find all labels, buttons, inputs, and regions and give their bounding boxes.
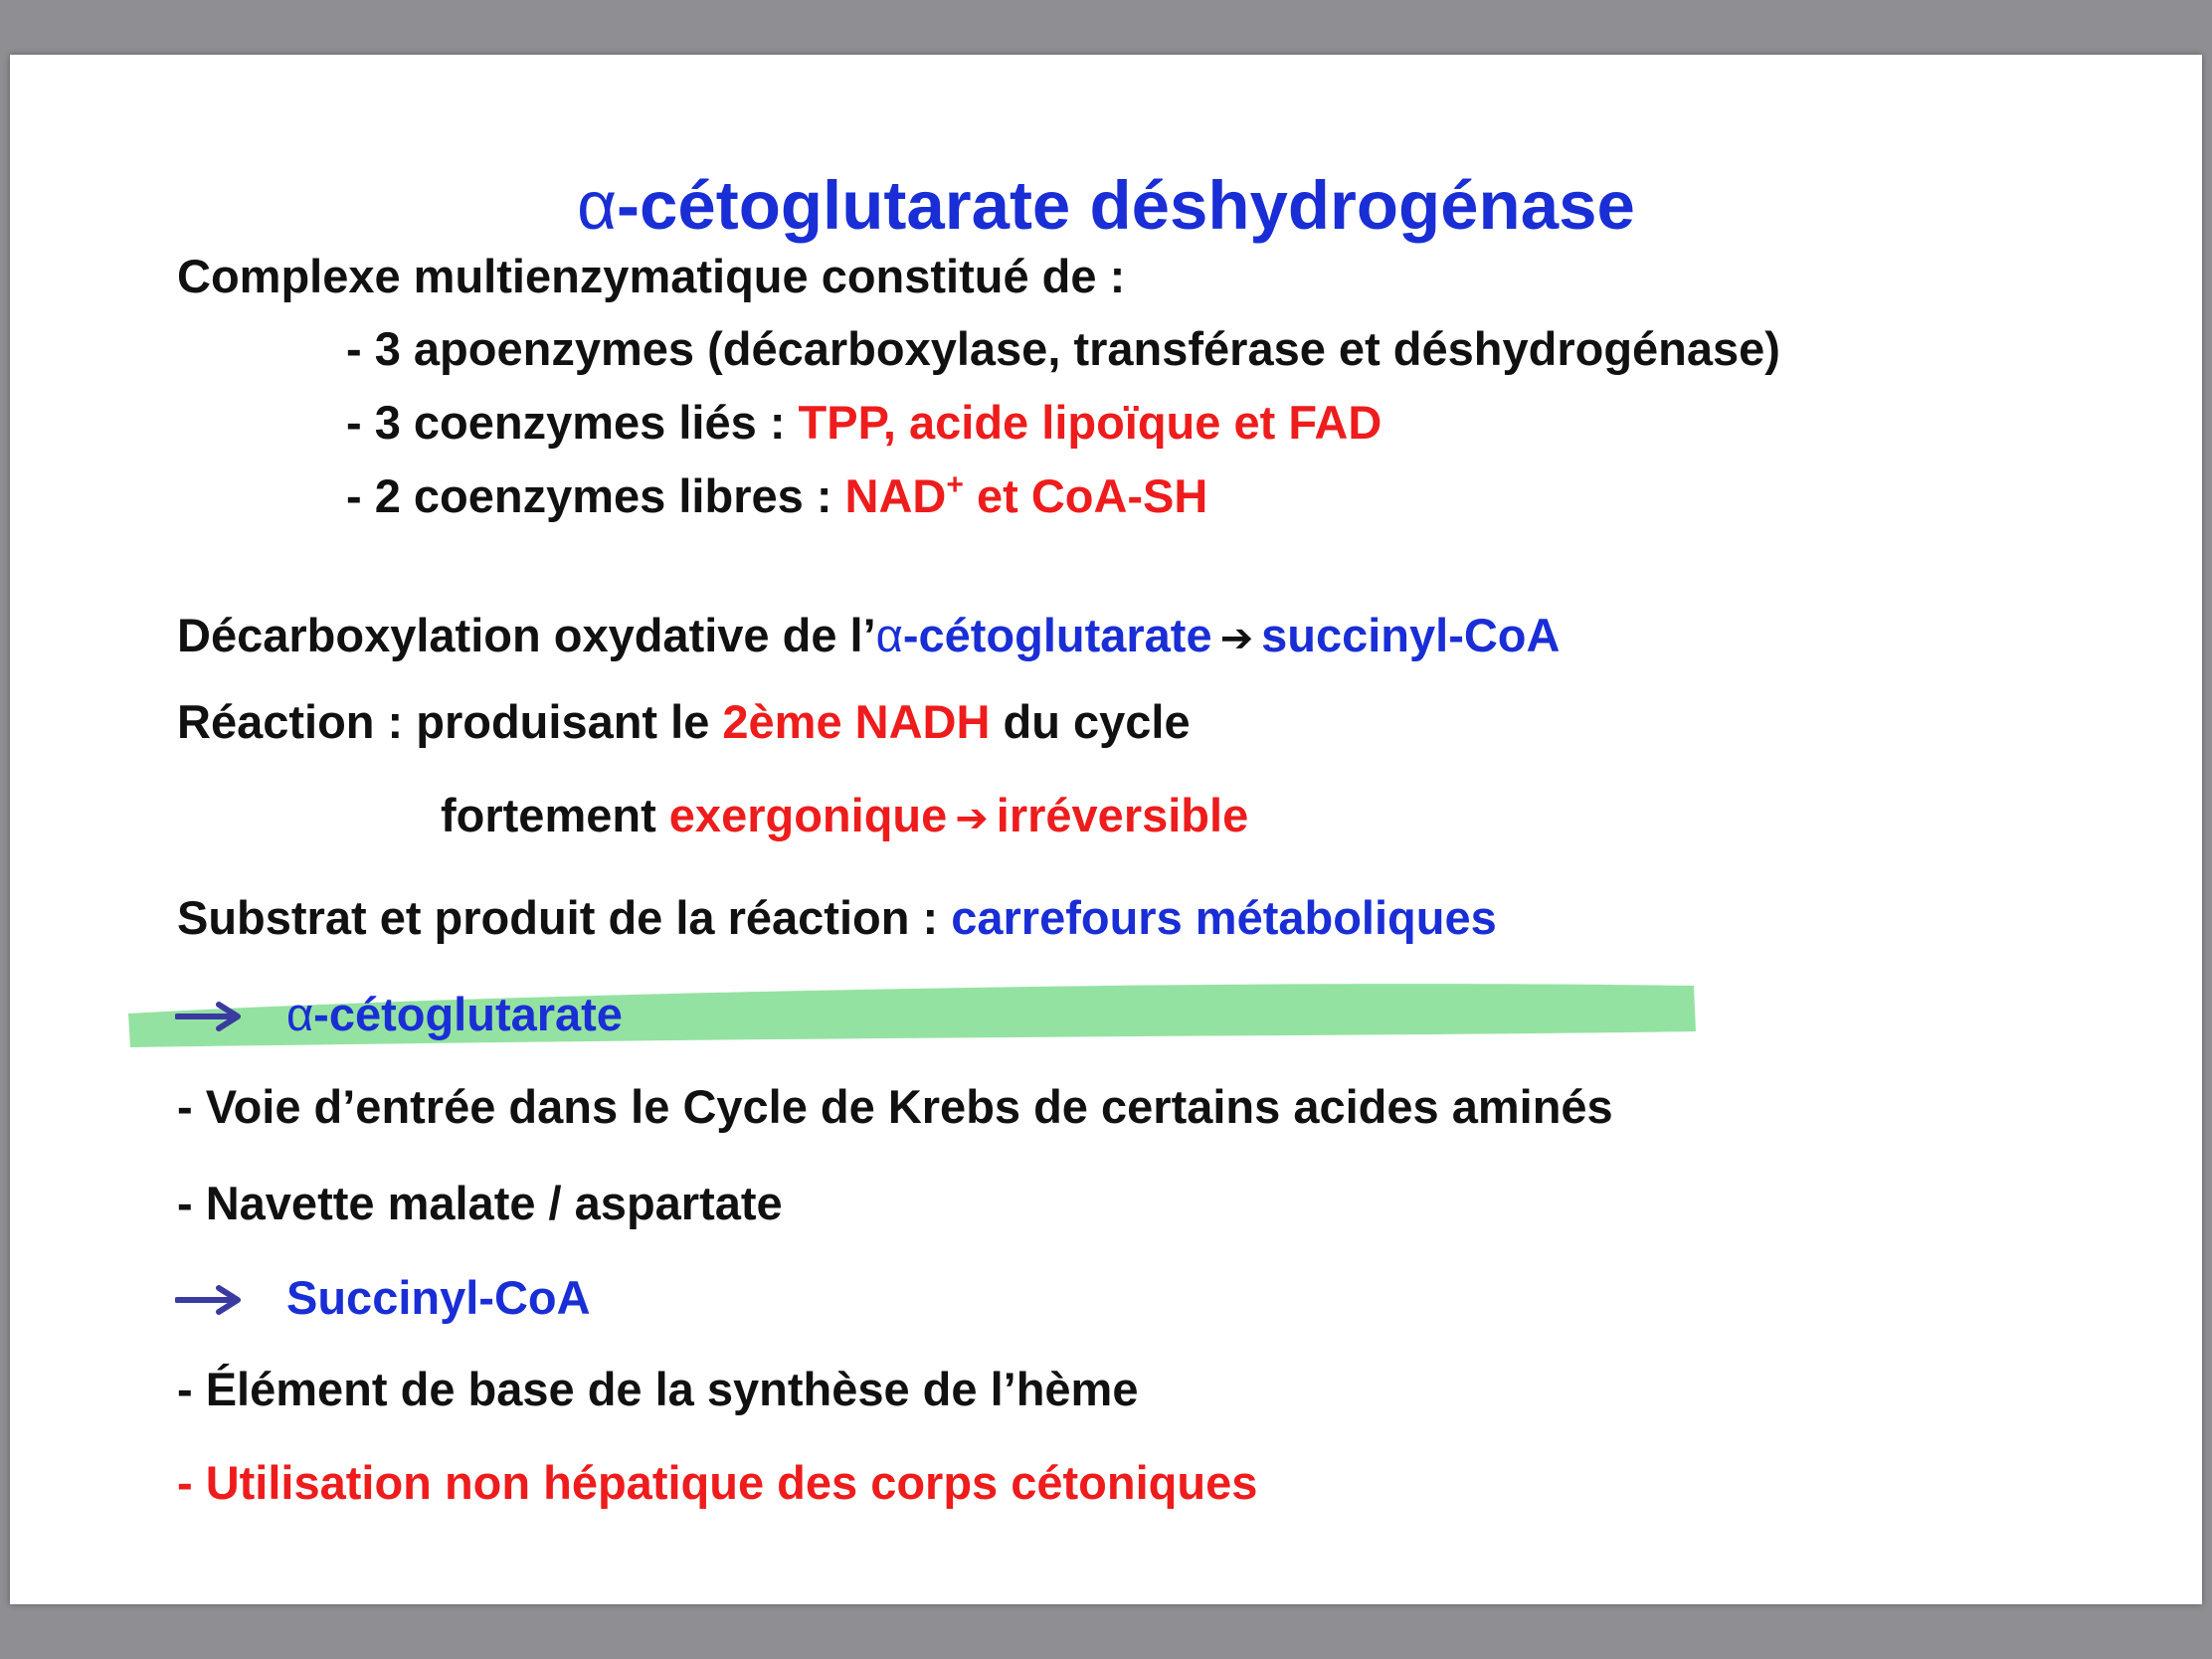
- substrat-line: [177, 890, 1497, 945]
- reaction-suffix: du cycle: [990, 695, 1191, 748]
- title-alpha: α: [577, 167, 618, 244]
- arrow-right-icon: [175, 1285, 243, 1315]
- reaction-fortement: fortement: [441, 789, 669, 841]
- list-item: - Navette malate / aspartate: [177, 1177, 783, 1229]
- page-title: [10, 166, 2202, 245]
- decarboxylation-alpha: α: [875, 609, 903, 661]
- decarboxylation-line: [177, 608, 1560, 662]
- reaction-irreversible: irréversible: [996, 789, 1249, 841]
- coenzymes-libres-prefix: - 2 coenzymes libres :: [346, 469, 845, 522]
- decarboxylation-product: succinyl-CoA: [1261, 609, 1561, 661]
- arrow-right-icon: [175, 1002, 243, 1031]
- substrat-prefix: Substrat et produit de la réaction :: [177, 891, 952, 944]
- reaction-nadh: 2ème NADH: [722, 695, 991, 748]
- list-item: - Utilisation non hépatique des corps cétoniques: [177, 1456, 1258, 1509]
- coenzymes-libres-sup: +: [946, 468, 964, 501]
- succinyl-coa-heading: Succinyl-CoA: [286, 1271, 591, 1324]
- alpha-heading-label: -cétoglutarate: [313, 988, 623, 1040]
- coenzymes-libres-rest: et CoA-SH: [963, 469, 1208, 522]
- coenzymes-libres-item: [346, 468, 1207, 523]
- apoenzymes-item: - 3 apoenzymes (décarboxylase, transférase et déshydrogénase): [346, 322, 1780, 375]
- coenzymes-lies-prefix: - 3 coenzymes liés :: [346, 396, 799, 449]
- right-arrow-icon: ➔: [1219, 616, 1254, 661]
- right-arrow-icon: ➔: [955, 796, 989, 841]
- reaction-prefix: Réaction : produisant le: [177, 695, 723, 748]
- decarboxylation-substrate: -cétoglutarate: [902, 609, 1212, 661]
- substrat-value: carrefours métaboliques: [951, 891, 1497, 944]
- reaction-line: [177, 694, 1191, 749]
- coenzymes-libres-nad: NAD: [844, 469, 947, 522]
- decarboxylation-prefix: Décarboxylation oxydative de l’: [177, 609, 876, 661]
- list-item: - Voie d’entrée dans le Cycle de Krebs de certains acides aminés: [177, 1080, 1613, 1133]
- coenzymes-lies-value: TPP, acide lipoïque et FAD: [798, 396, 1382, 449]
- coenzymes-lies-item: [346, 395, 1382, 450]
- slide: [10, 55, 2202, 1604]
- reaction-exergonique: exergonique: [668, 789, 948, 841]
- complex-heading: Complexe multienzymatique constitué de :: [177, 250, 1126, 302]
- list-item: - Élément de base de la synthèse de l’hème: [177, 1363, 1139, 1415]
- title-text: -cétoglutarate déshydrogénase: [617, 167, 1635, 244]
- reaction-line-2: [441, 788, 1248, 842]
- alpha-heading-symbol: α: [286, 988, 314, 1040]
- alpha-cetoglutarate-heading: [286, 987, 623, 1041]
